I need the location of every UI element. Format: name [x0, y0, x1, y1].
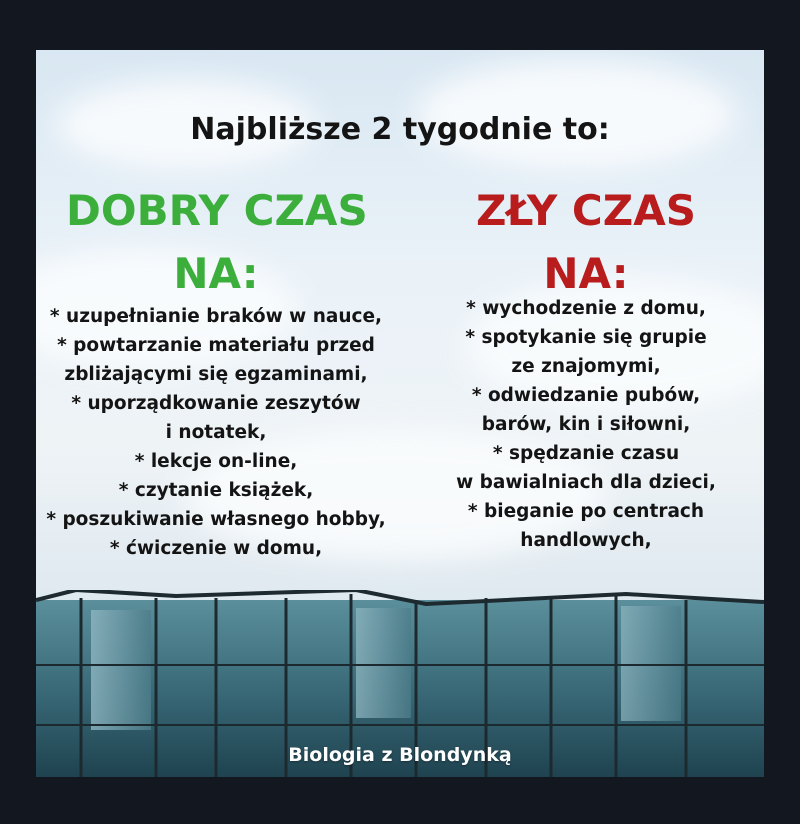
list-item: * powtarzanie materiału przed — [57, 335, 375, 356]
list-item: * odwiedzanie pubów, — [471, 385, 701, 406]
list-item: * poszukiwanie własnego hobby, — [46, 509, 386, 530]
bad-time-heading: ZŁY CZAS — [476, 186, 696, 235]
footer-signature: Biologia z Blondynką — [288, 744, 512, 766]
good-list — [36, 302, 396, 563]
list-item: * czytanie książek, — [118, 480, 314, 501]
list-item: w bawialniach dla dzieci, — [456, 472, 716, 493]
list-item: handlowych, — [520, 530, 652, 551]
list-item: * lekcje on-line, — [134, 451, 298, 472]
good-time-heading: DOBRY CZAS — [66, 186, 368, 235]
good-time-subheading: NA: — [173, 249, 259, 298]
bad-time-subheading: NA: — [543, 249, 629, 298]
list-item: * ćwiczenie w domu, — [109, 538, 323, 559]
meme-card — [36, 50, 764, 777]
list-item: * spotykanie się grupie — [465, 327, 707, 348]
list-item: i notatek, — [165, 422, 267, 443]
list-item: * wychodzenie z domu, — [466, 298, 706, 319]
list-item: * spędzanie czasu — [492, 443, 680, 464]
list-item: * bieganie po centrach — [467, 501, 705, 522]
list-item: ze znajomymi, — [511, 356, 661, 377]
list-item: barów, kin i siłowni, — [481, 414, 691, 435]
page-title: Najbliższe 2 tygodnie to: — [190, 112, 610, 147]
list-item: * uzupełnianie braków w nauce, — [49, 306, 383, 327]
list-item: zbliżającymi się egzaminami, — [64, 364, 368, 385]
list-item: * uporządkowanie zeszytów — [71, 393, 361, 414]
bad-list — [436, 294, 736, 555]
